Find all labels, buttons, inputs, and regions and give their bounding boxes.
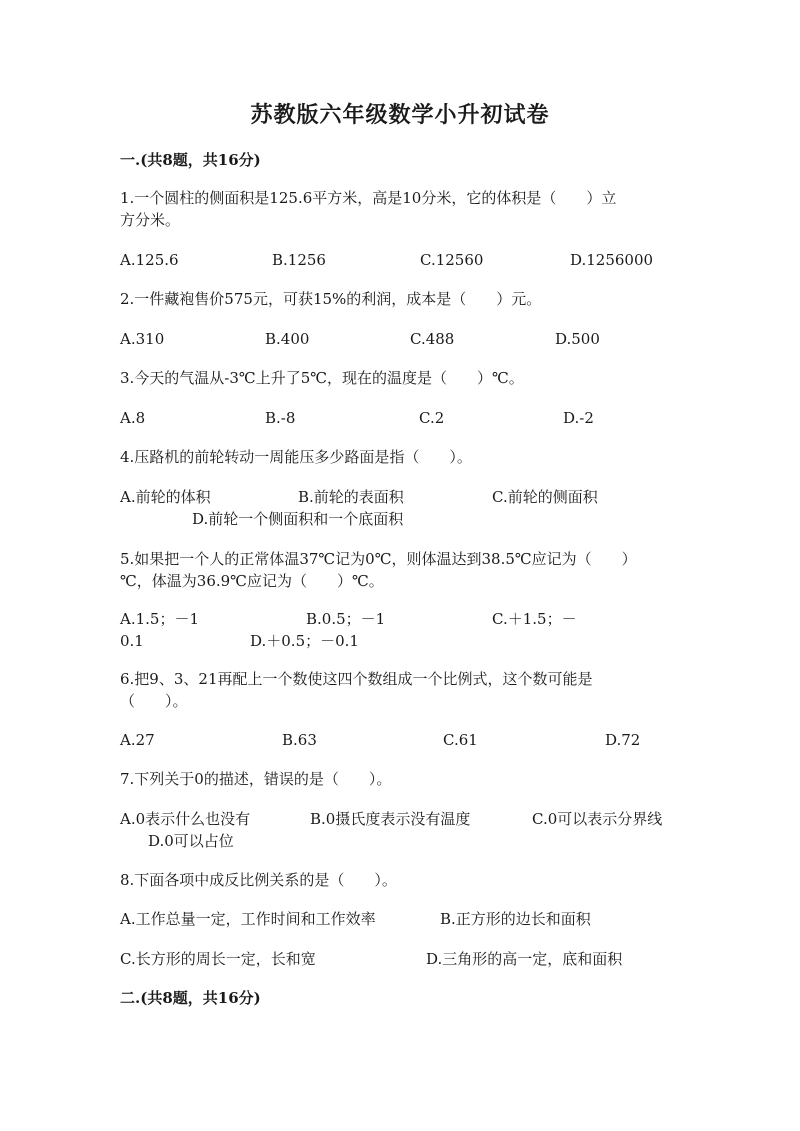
q6-option-d: D.72 bbox=[605, 731, 641, 749]
q5-option-d: D.＋0.5；－0.1 bbox=[250, 632, 359, 650]
question-8-text: 8.下面各项中成反比例关系的是（ ）。 bbox=[120, 871, 397, 889]
q7-option-a: A.0表示什么也没有 bbox=[120, 810, 251, 828]
q3-option-b: B.-8 bbox=[265, 409, 296, 427]
q8-option-c: C.长方形的周长一定，长和宽 bbox=[120, 950, 316, 968]
question-3-text: 3.今天的气温从-3℃上升了5℃，现在的温度是（ ）℃。 bbox=[120, 369, 524, 387]
q8-option-d: D.三角形的高一定，底和面积 bbox=[426, 950, 623, 968]
question-7-text: 7.下列关于0的描述，错误的是（ ）。 bbox=[120, 770, 392, 788]
q7-option-d: D.0可以占位 bbox=[148, 832, 234, 850]
q1-option-a: A.125.6 bbox=[120, 251, 179, 269]
q3-option-a: A.8 bbox=[120, 409, 146, 427]
question-5-text: 5.如果把一个人的正常体温37℃记为0℃，则体温达到38.5℃应记为（ ） bbox=[120, 550, 637, 568]
q4-option-d: D.前轮一个侧面积和一个底面积 bbox=[192, 510, 404, 528]
q4-option-c: C.前轮的侧面积 bbox=[492, 488, 598, 506]
q4-option-b: B.前轮的表面积 bbox=[298, 488, 404, 506]
q8-option-a: A.工作总量一定，工作时间和工作效率 bbox=[120, 910, 376, 928]
q8-option-b: B.正方形的边长和面积 bbox=[440, 910, 591, 928]
q5-option-b: B.0.5；－1 bbox=[306, 610, 386, 628]
q3-option-c: C.2 bbox=[419, 409, 445, 427]
page-title: 苏教版六年级数学小升初试卷 bbox=[250, 102, 550, 128]
q1-option-d: D.1256000 bbox=[570, 251, 654, 269]
question-6-text: 6.把9、3、21再配上一个数使这四个数组成一个比例式，这个数可能是 bbox=[120, 670, 593, 688]
q5-option-c-cont: 0.1 bbox=[120, 632, 144, 650]
q6-option-b: B.63 bbox=[282, 731, 317, 749]
q4-option-a: A.前轮的体积 bbox=[120, 488, 211, 506]
q2-option-c: C.488 bbox=[410, 330, 455, 348]
question-2-text: 2.一件藏袍售价575元，可获15%的利润，成本是（ ）元。 bbox=[120, 290, 542, 308]
q2-option-b: B.400 bbox=[265, 330, 310, 348]
question-1-text: 1.一个圆柱的侧面积是125.6平方米，高是10分米，它的体积是（ ）立 bbox=[120, 189, 617, 207]
section-2-heading: 二.(共8题，共16分) bbox=[120, 989, 261, 1007]
question-1-text-cont: 方分米。 bbox=[120, 211, 181, 229]
q1-option-b: B.1256 bbox=[272, 251, 326, 269]
question-4-text: 4.压路机的前轮转动一周能压多少路面是指（ ）。 bbox=[120, 448, 472, 466]
q2-option-a: A.310 bbox=[120, 330, 165, 348]
q6-option-c: C.61 bbox=[443, 731, 478, 749]
section-1-heading: 一.(共8题，共16分) bbox=[120, 151, 261, 169]
q1-option-c: C.12560 bbox=[420, 251, 484, 269]
q5-option-c: C.＋1.5；－ bbox=[492, 610, 577, 628]
q5-option-a: A.1.5；－1 bbox=[120, 610, 199, 628]
q6-option-a: A.27 bbox=[120, 731, 155, 749]
q7-option-b: B.0摄氏度表示没有温度 bbox=[310, 810, 471, 828]
q7-option-c: C.0可以表示分界线 bbox=[532, 810, 663, 828]
q2-option-d: D.500 bbox=[555, 330, 600, 348]
q3-option-d: D.-2 bbox=[563, 409, 594, 427]
question-5-text-cont: ℃，体温为36.9℃应记为（ ）℃。 bbox=[120, 572, 384, 590]
question-6-text-cont: （ ）。 bbox=[120, 692, 188, 710]
